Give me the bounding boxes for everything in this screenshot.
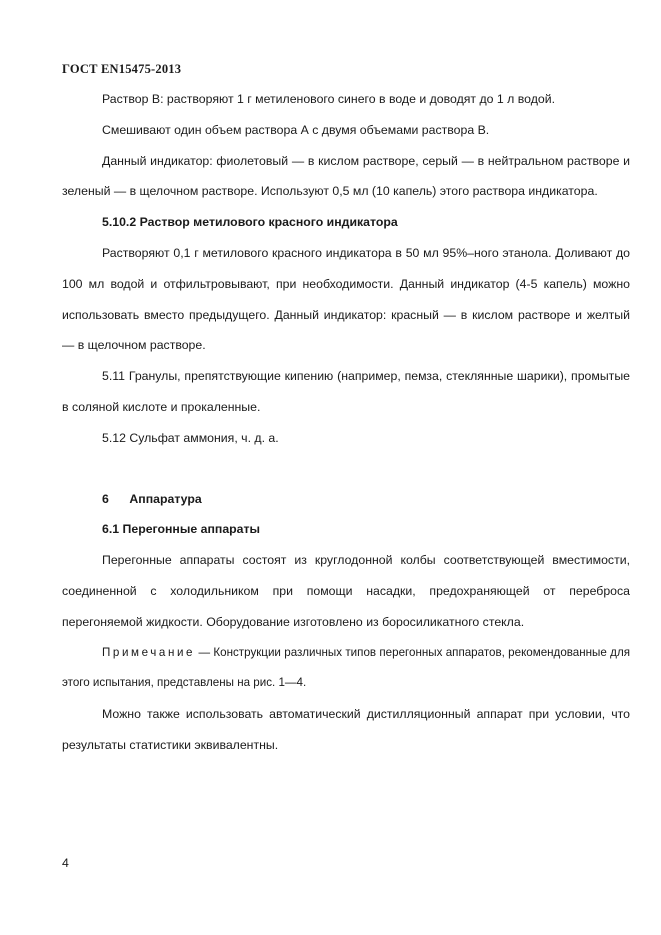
paragraph-5-11: 5.11 Гранулы, препятствующие кипению (например, пемза, стеклянные шарики), промытые в соляной кислоте и прокаленные.: [62, 369, 630, 414]
section-gap: [62, 454, 630, 484]
heading-5-10-2: 5.10.2 Раствор метилового красного индикатора: [102, 215, 398, 230]
paragraph-automatic-apparatus: Можно также использовать автоматический дистилляционный аппарат при условии, что результаты статистики эквивалентны.: [62, 707, 630, 752]
paragraph-5-12: 5.12 Сульфат аммония, ч. д. а.: [102, 430, 279, 445]
document-body: [62, 84, 630, 761]
heading-section-6: [62, 484, 630, 515]
section-title: Аппаратура: [129, 491, 202, 506]
document-header: ГОСТ EN15475-2013: [62, 62, 182, 76]
note-label: Примечание: [102, 645, 196, 659]
note-text: — Конструкции различных типов перегонных аппаратов, рекомендованные для этого испытания, представлены на рис. 1—4.: [62, 645, 630, 690]
paragraph-solution-b: Раствор В: растворяют 1 г метиленового синего в воде и доводят до 1 л водой.: [102, 92, 556, 106]
paragraph-mixing: Смешивают один объем раствора А с двумя объемами раствора В.: [102, 122, 490, 137]
note: [62, 638, 630, 700]
heading-6-1: 6.1 Перегонные аппараты: [102, 522, 261, 537]
paragraph-distillation-apparatus: Перегонные аппараты состоят из круглодонной колбы соответствующей вместимости, соединенной с холодильником при помощи насадки, предохраняющей от переброса перегоняемой жидкости. Оборудование изготовлено из боросиликатного стекла.: [62, 553, 630, 629]
paragraph-indicator-colors: Данный индикатор: фиолетовый — в кислом растворе, серый — в нейтральном растворе и зеленый — в щелочном растворе. Используют 0,5 мл (10 капель) этого раствора индикатора.: [62, 153, 630, 199]
page-number: 4: [62, 856, 69, 870]
section-number: 6: [102, 491, 109, 506]
paragraph-methyl-red: Растворяют 0,1 г метилового красного индикатора в 50 мл 95%–ного этанола. Доливают до 100 мл водой и отфильтровывают, при необходимости. Данный индикатор (4-5 капель) можно использовать вместо предыдущего. Данный индикатор: красный — в кислом растворе и желтый — в щелочном растворе.: [62, 245, 630, 353]
